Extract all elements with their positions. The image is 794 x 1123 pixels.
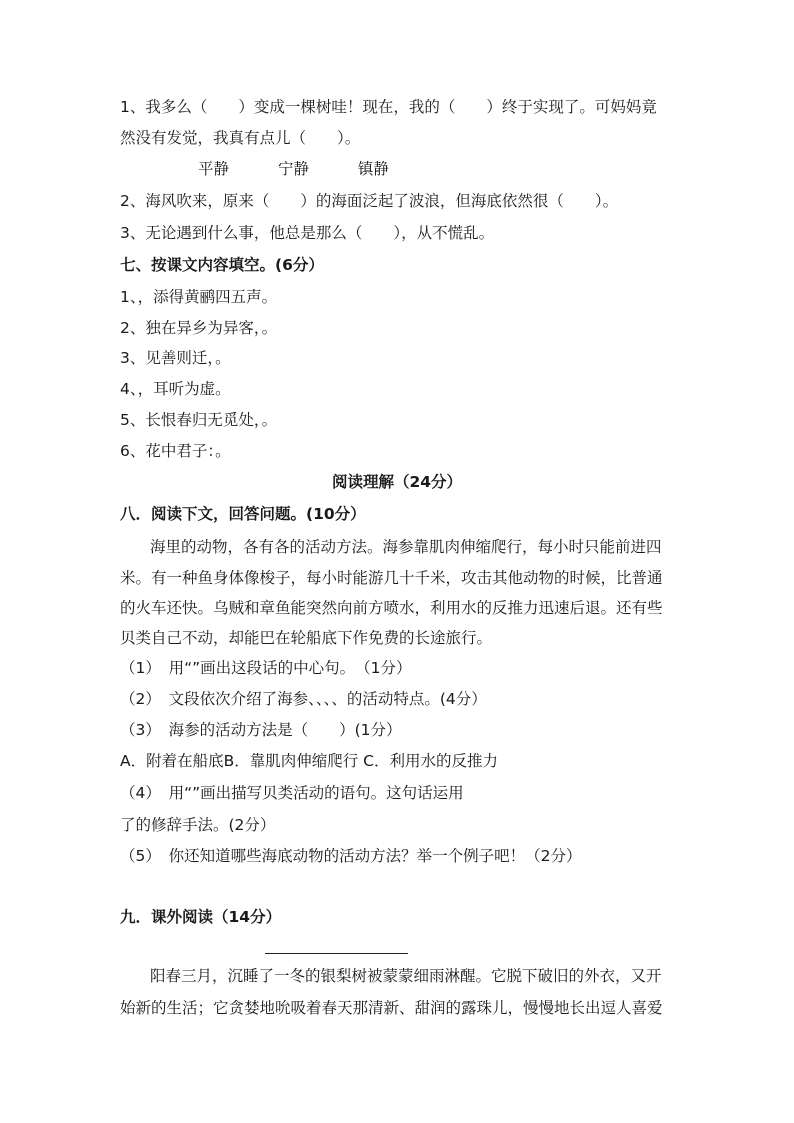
section-8-title: 八．阅读下文，回答问题。(10分） xyxy=(120,505,366,523)
question-1-line-2: 然没有发觉，我真有点儿（ ）。 xyxy=(120,129,361,147)
passage-line: 阳春三月，沉睡了一冬的银梨树被蒙蒙细雨淋醒。它脱下破旧的外衣，又开 xyxy=(150,967,662,985)
title-blank-line xyxy=(265,953,408,954)
question-3: 3、无论遇到什么事，他总是那么（ ），从不慌乱。 xyxy=(120,224,495,242)
section-7-title: 七、按课文内容填空。(6分） xyxy=(120,256,324,274)
fill-item: 4、，耳听为虚。 xyxy=(120,380,231,398)
sub-question: （3） 海参的活动方法是（ ）(1分） xyxy=(120,721,402,739)
passage-line: 始新的生活；它贪婪地吮吸着春天那清新、甜润的露珠儿，慢慢地长出逗人喜爱 xyxy=(120,999,663,1017)
word-option: 宁静 xyxy=(277,160,309,178)
question-2: 2、海风吹来，原来（ ）的海面泛起了波浪，但海底依然很（ ）。 xyxy=(120,192,619,210)
word-options xyxy=(198,159,758,179)
word-option: 镇静 xyxy=(357,160,389,178)
sub-question: （1） 用“”画出这段话的中心句。 （1分） xyxy=(120,659,412,677)
fill-item: 3、见善则迁，。 xyxy=(120,349,231,367)
sub-question: （5） 你还知道哪些海底动物的活动方法？举一个例子吧！（2分） xyxy=(120,847,582,865)
reading-heading: 阅读理解（24分） xyxy=(331,473,463,491)
fill-item: 5、长恨春归无觅处，。 xyxy=(120,411,278,429)
sub-question: （4） 用“”画出描写贝类活动的语句。这句话运用 xyxy=(120,784,464,802)
passage-line: 米。有一种鱼身体像梭子，每小时能游几十千米，攻击其他动物的时候，比普通 xyxy=(120,569,663,587)
sub-question: （2） 文段依次介绍了海参、、、、的活动特点。(4分） xyxy=(120,690,487,708)
passage-line: 海里的动物，各有各的活动方法。海参靠肌肉伸缩爬行，每小时只能前进四 xyxy=(150,538,662,556)
fill-item: 6、花中君子：。 xyxy=(120,442,231,460)
sub-question-continuation: 了的修辞手法。(2分） xyxy=(120,816,276,834)
question-1-line-1: 1、我多么（ ）变成一棵树哇！现在，我的（ ）终于实现了。可妈妈竟 xyxy=(120,98,657,116)
fill-item: 2、独在异乡为异客，。 xyxy=(120,319,278,337)
section-9-title: 九．课外阅读（14分） xyxy=(120,908,282,926)
passage-line: 的火车还快。乌贼和章鱼能突然向前方喷水，利用水的反推力迅速后退。还有些 xyxy=(120,599,663,617)
passage-line: 贝类自己不动，却能巴在轮船底下作免费的长途旅行。 xyxy=(120,629,493,647)
word-option: 平静 xyxy=(198,160,230,178)
answer-choices: A．附着在船底B．靠肌肉伸缩爬行 C．利用水的反推力 xyxy=(120,752,498,770)
fill-item: 1、，添得黄鹂四五声。 xyxy=(120,288,278,306)
